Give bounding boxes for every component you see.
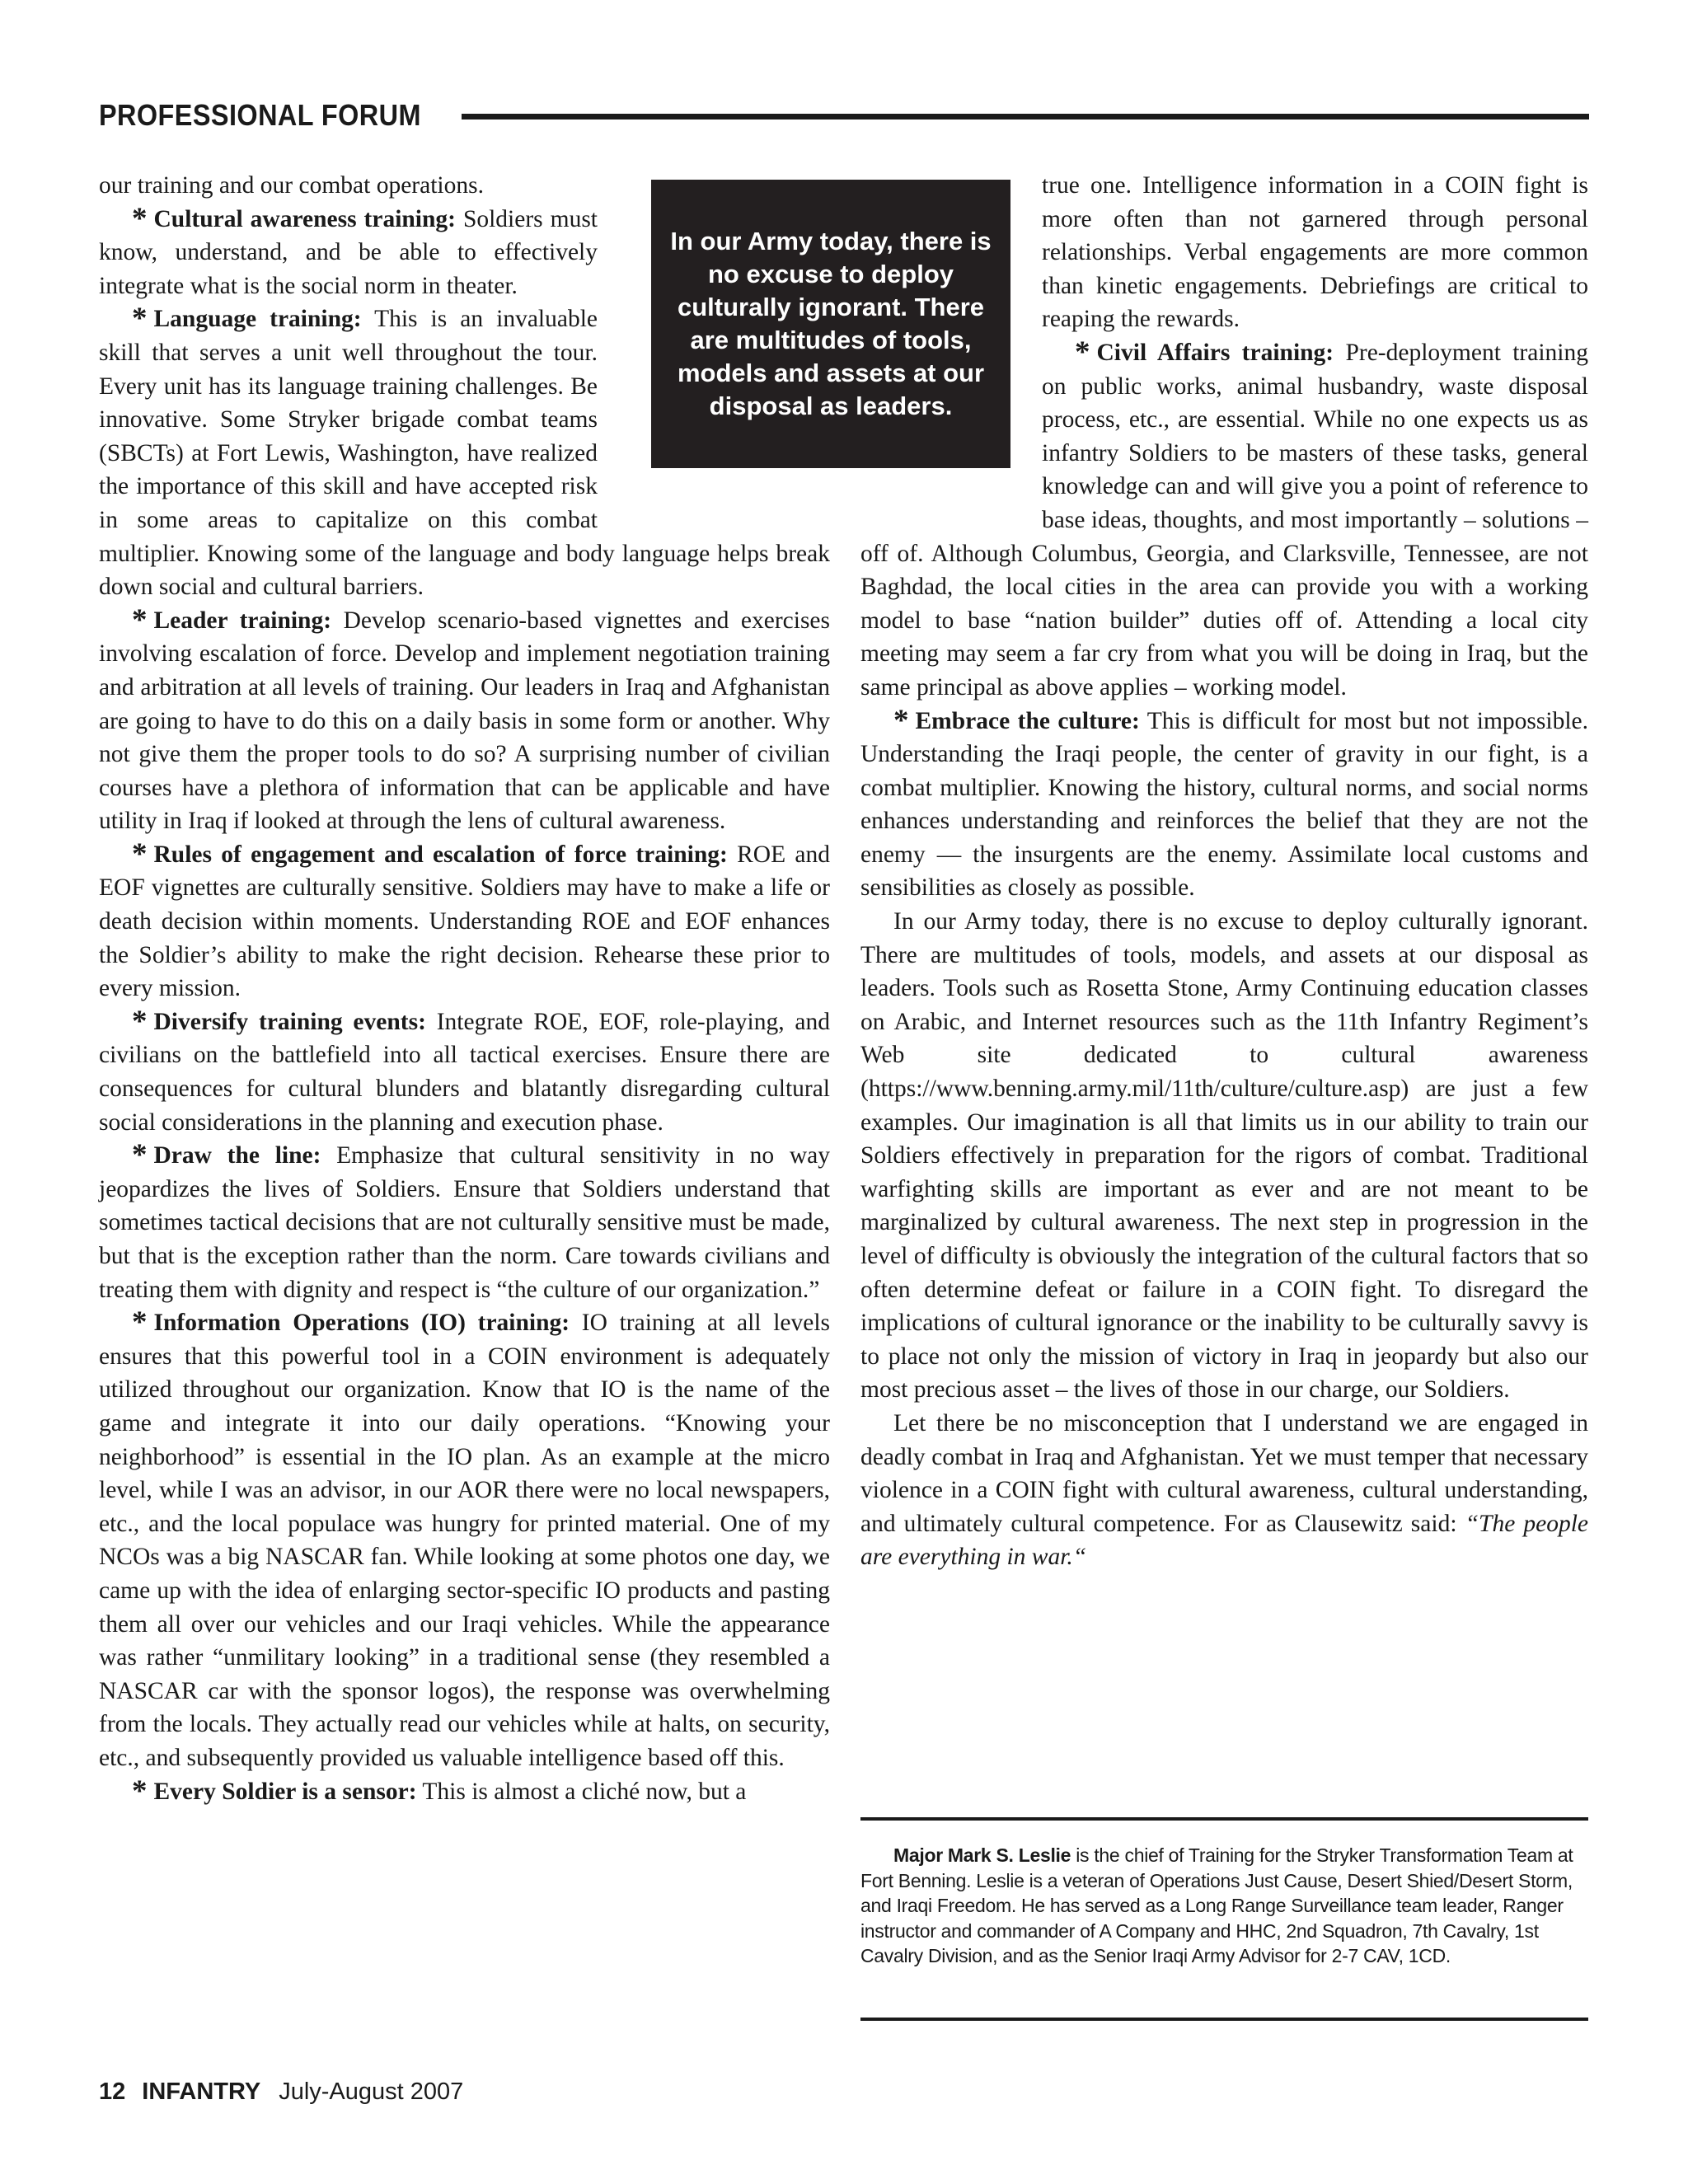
item-information-operations: [99, 1306, 830, 1774]
page-number: 12: [99, 2078, 126, 2105]
right-continuation: true one. Intelligence information in a COIN fight is more often than not garnered through personal relationships. Verbal engagements are more common than kinetic engagements. Debriefings are critical to reaping the rewards.: [1042, 172, 1588, 333]
closing-text: Let there be no misconception that I understand we are engaged in deadly combat in Iraq and Afghanistan. Yet we must temper that necessary violence in a COIN fight with cultural awareness, cultural understanding, and ultimately cultural competence. For as Clausewitz said:: [860, 1409, 1588, 1537]
item-draw-the-line: [99, 1139, 830, 1306]
item-heading: Embrace the culture:: [915, 707, 1140, 734]
item-heading: Civil Affairs training:: [1096, 339, 1334, 366]
item-heading: Cultural awareness training:: [153, 205, 456, 232]
item-text: This is almost a cliché now, but a: [422, 1778, 747, 1805]
author-name: Major Mark S. Leslie: [893, 1844, 1071, 1866]
item-text: Soldiers must know, understand, and be able to effectively integrate what is the social norm in theater.: [99, 205, 598, 299]
item-leader-training: [99, 604, 830, 838]
section-title: PROFESSIONAL FORUM: [99, 98, 421, 132]
bullet-star: *: [132, 1305, 148, 1340]
item-heading: Information Operations (IO) training:: [153, 1310, 570, 1337]
pull-quote-spacer-left: [598, 169, 830, 507]
item-embrace-culture: [860, 705, 1588, 906]
item-heading: Every Soldier is a sensor:: [153, 1778, 417, 1805]
bullet-star: *: [132, 1138, 148, 1173]
item-text: Develop scenario-based vignettes and exercises involving escalation of force. Develop and implement negotiation training and arbitration at all levels of training. Our leaders in Iraq and Afghanistan are going to have to do this on a daily basis in some form or another. Why not give them the proper tools to do so? A surprising number of civilian courses have a plethora of information that can be applicable and have utility in Iraq if looked at through the lens of cultural awareness.: [99, 607, 831, 835]
header-rule: [462, 114, 1589, 120]
bullet-star: *: [893, 703, 909, 738]
item-heading: Rules of engagement and escalation of force training:: [153, 841, 728, 868]
item-heading: Language training:: [153, 306, 362, 333]
item-diversify-training: [99, 1005, 830, 1139]
bullet-star: *: [132, 602, 148, 637]
item-text: Integrate ROE, EOF, role-playing, and civilians on the battlefield into all tactical exercises. Ensure there are consequences for cultural blunders and blatantly disregarding cultural social considerations in the planning and execution phase.: [99, 1008, 830, 1136]
body-paragraph: In our Army today, there is no excuse to deploy culturally ignorant. There are multitudes of tools, models, and assets at our disposal as leaders. Tools such as Rosetta Stone, Army Continuing education classes on Arabic, and Internet resources such as the 11th Infantry Regiment’s Web site dedicated to cultural awareness (https://www.benning.army.mil/11th/culture/culture.asp) are just a few examples. Our imagination is all that limits us in our ability to train our Soldiers effectively in preparation for the rigors of combat. Traditional warfighting skills are important as ever and are not meant to be marginalized by cultural awareness. The next step in progression in the level of difficulty is obviously the integration of the cultural factors that so often determine defeat or failure in a COIN fight. To disregard the implications of cultural ignorance or the inability to be culturally savvy is to place not only the mission of victory in Iraq in jeopardy but also our most precious asset – the lives of those in our charge, our Soldiers.: [860, 908, 1588, 1404]
bullet-star: *: [132, 837, 148, 871]
item-text: Emphasize that cultural sensitivity in no way jeopardizes the lives of Soldiers. Ensure that Soldiers understand that sometimes tactical decisions that are not culturally sensitive must be made, but that is the exception rather than the norm. Care towards civilians and treating them with dignity and respect is “the culture of our organization.”: [99, 1142, 830, 1303]
section-header: [99, 97, 1589, 134]
item-text: This is difficult for most but not impossible. Understanding the Iraqi people, the center of gravity in our fight, is a combat multiplier. Knowing the history, cultural norms, and social norms enhances understanding and reinforces the belief that they are not the enemy — the insurgents are the enemy. Assimilate local customs and sensibilities as closely as possible.: [860, 707, 1588, 902]
author-bio: [860, 1843, 1588, 1969]
page-footer: [99, 2075, 463, 2108]
left-intro: our training and our combat operations.: [99, 172, 484, 199]
item-text: IO training at all levels ensures that this powerful tool in a COIN environment is adequately utilized throughout our organization. Know that IO is the name of the game and integrate it into our daily operations. “Knowing your neighborhood” is essential in the IO plan. As an example at the micro level, while I was an advisor, in our AOR there were no local newspapers, etc., and the local populace was hungry for printed material. One of my NCOs was a big NASCAR fan. While looking at some photos one day, we came up with the idea of enlarging sector-specific IO products and pasting them all over our vehicles and our Iraqi vehicles. While the appearance was rather “unmilitary looking” in a traditional sense (they resembled a NASCAR car with the sponsor logos), the response was overwhelming from the locals. They actually read our vehicles while at halts, on security, etc., and subsequently provided us valuable intelligence based off this.: [99, 1310, 830, 1771]
item-every-soldier-sensor: [99, 1775, 830, 1809]
bullet-star: *: [132, 1774, 148, 1808]
item-text: ROE and EOF vignettes are culturally sensitive. Soldiers may have to make a life or death decision within moments. Understanding ROE and EOF enhances the Soldier’s ability to make the right decision. Rehearse these prior to every mission.: [99, 841, 830, 1002]
item-heading: Leader training:: [153, 607, 332, 634]
closing-paragraph: [860, 1407, 1588, 1574]
item-roe-eof: [99, 838, 830, 1005]
left-column: [99, 169, 830, 1808]
bullet-star: *: [1075, 335, 1090, 369]
clausewitz-quote: “The people are everything in war.“: [860, 1510, 1589, 1571]
pull-quote-spacer-right: [860, 169, 1042, 507]
bio-bottom-rule: [860, 2018, 1588, 2021]
right-column: [860, 169, 1588, 1574]
bullet-star: *: [132, 201, 148, 236]
item-heading: Draw the line:: [153, 1142, 321, 1169]
item-heading: Diversify training events:: [153, 1008, 426, 1035]
item-text: Pre-deployment training on public works, animal husbandry, waste disposal process, etc., are essential. While no one expects us as infantry Soldiers to be masters of these tasks, general knowledge can and will give you a point of reference to base ideas, thoughts, and most importantly – solutions – off of. Although Columbus, Georgia, and Clarksville, Tennessee, are not Baghdad, the local cities in the area can provide you with a working model to base “nation builder” duties off of. Attending a local city meeting may seem a far cry from what you will be doing in Iraq, but the same principal as above applies – working model.: [860, 339, 1588, 701]
bio-top-rule: [860, 1817, 1588, 1821]
magazine-name: INFANTRY: [142, 2078, 261, 2105]
author-bio-text: is the chief of Training for the Stryker Transformation Team at Fort Benning. Leslie is a veteran of Operations Just Cause, Desert Shied/Desert Storm, and Iraqi Freedom. He has served as a Long Range Surveillance team leader, Ranger instructor and commander of A Company and HHC, 2nd Squadron, 7th Cavalry, 1st Cavalry Division, and as the Senior Iraqi Army Advisor for 2-7 CAV, 1CD.: [860, 1844, 1573, 1966]
item-text: This is an invaluable skill that serves a unit well throughout the tour. Every unit has its language training challenges. Be innovative. Some Stryker brigade combat teams (SBCTs) at Fort Lewis, Washington, have realized the importance of this skill and have accepted risk in some areas to capitalize on this combat multiplier. Knowing some of the language and body language helps break down social and cultural barriers.: [99, 306, 830, 601]
bullet-star: *: [132, 302, 148, 336]
pull-quote-text: In our Army today, there is no excuse to deploy culturally ignorant. There are multitudes of tools, models and assets at our disposal as leaders.: [670, 227, 992, 420]
bullet-star: *: [132, 1004, 148, 1038]
issue-date: July-August 2007: [279, 2078, 464, 2105]
